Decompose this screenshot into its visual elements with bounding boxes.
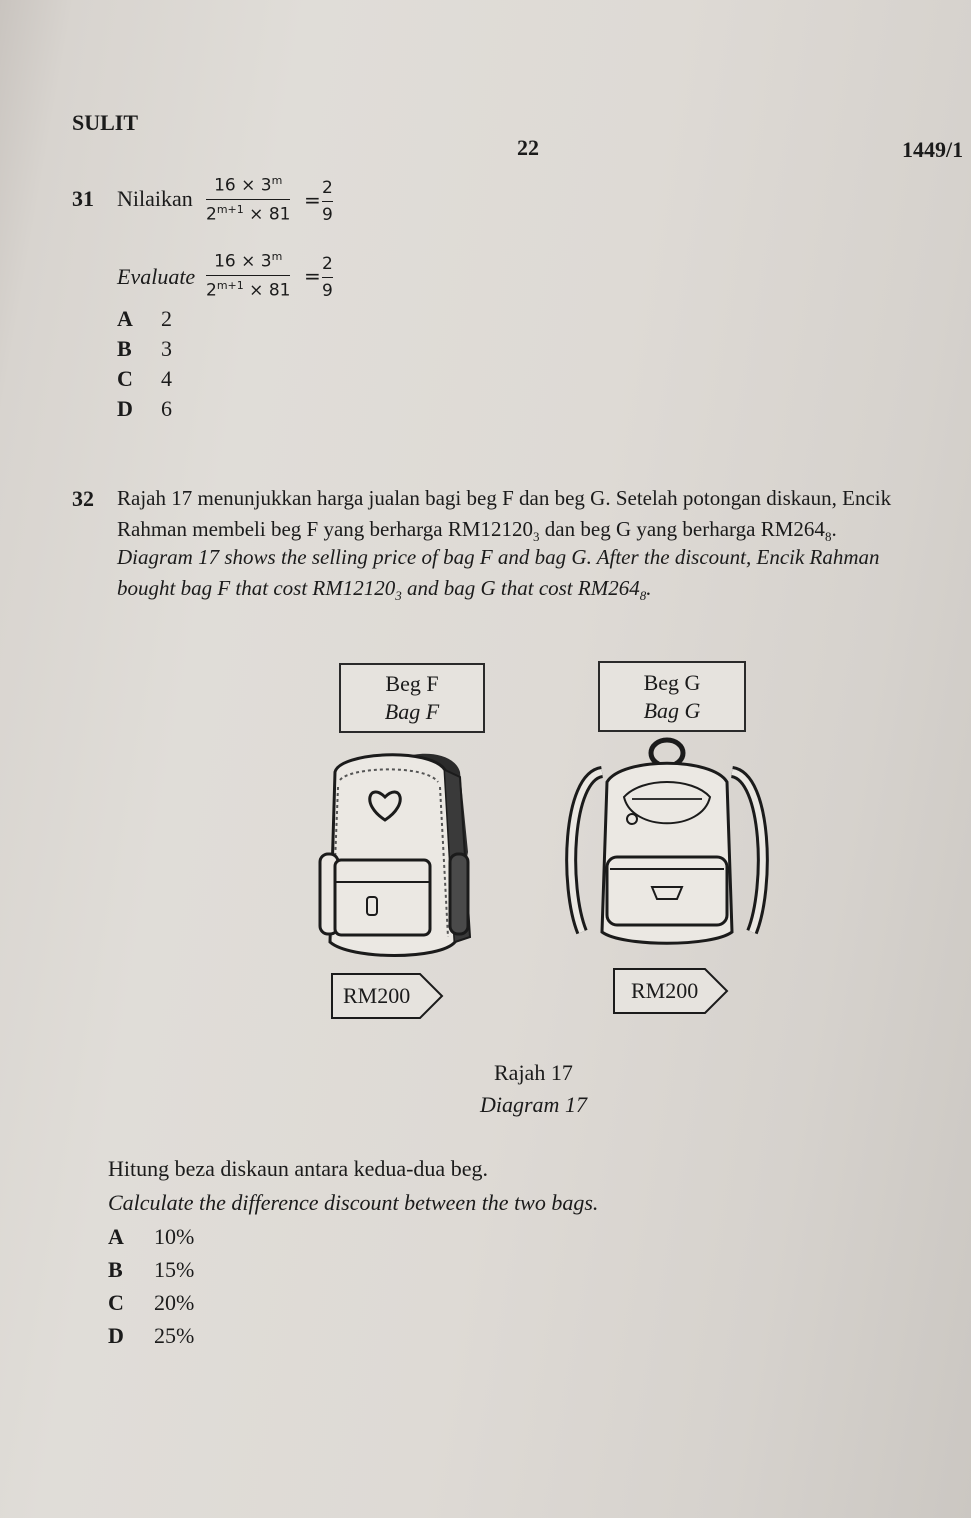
option-letter: B [117,336,132,361]
bag-g-english: Bag G [643,697,701,723]
option-text: 25% [154,1323,195,1348]
equals-sign: = [304,264,321,288]
bag-g-malay: Beg G [643,669,701,695]
option-text: 15% [154,1257,195,1282]
denominator-tail: × 81 [243,204,291,225]
q31-option-c[interactable] [117,366,172,392]
option-text: 10% [154,1224,195,1249]
bag-f-price: RM200 [343,983,411,1008]
base-subscript: 8 [639,588,647,604]
option-letter: A [117,306,133,331]
rhs-numerator: 2 [322,178,333,198]
bag-f-english: Bag F [384,699,440,724]
equals-sign: = [304,188,321,212]
header-sulit: SULIT [72,110,139,135]
q31-number: 31 [72,186,94,211]
q32-number: 32 [72,486,94,511]
backpack-f-icon [310,742,480,967]
text: . [831,517,837,541]
rhs-numerator: 2 [322,254,333,274]
base-subscript: 3 [395,588,402,604]
q32-option-d[interactable] [108,1323,194,1349]
q32-instruction-malay: Hitung beza diskaun antara kedua-dua beg. [108,1156,488,1181]
diagram-caption-english: Diagram 17 [480,1092,587,1117]
text: dan beg G yang berharga RM264 [539,517,825,541]
numerator: 16 × 3 [214,251,272,272]
bag-g-price: RM200 [631,978,699,1003]
text: bought bag F that cost RM12120 [117,576,396,600]
q31-rhs-english [322,254,333,301]
q31-malay-label: Nilaikan [117,186,193,211]
q32-english-line-2 [117,576,651,604]
denominator-base: 2 [206,280,217,301]
denominator-tail: × 81 [243,280,291,301]
option-letter: D [117,396,133,421]
bag-g-label-box [598,661,746,732]
q31-option-b[interactable] [117,336,172,362]
base-subscript: 3 [533,529,540,545]
q32-malay-line-2 [117,517,837,545]
text: . [646,576,652,600]
rhs-denominator: 9 [322,205,333,225]
option-letter: A [108,1224,124,1249]
option-text: 4 [161,366,172,391]
text: Rahman membeli beg F yang berharga RM12120 [117,517,534,541]
q32-option-a[interactable] [108,1224,194,1250]
bag-f-label-box [339,663,485,733]
q32-option-b[interactable] [108,1257,194,1283]
q31-option-d[interactable] [117,396,172,422]
option-letter: C [108,1290,124,1315]
q32-instruction-english: Calculate the difference discount between the two bags. [108,1190,599,1215]
option-text: 3 [161,336,172,361]
option-text: 20% [154,1290,195,1315]
q31-fraction-english [206,250,290,300]
q31-fraction-malay [206,174,290,224]
exponent: m [271,250,283,263]
exponent: m+1 [216,202,244,216]
q31-option-a[interactable] [117,306,172,332]
option-text: 2 [161,306,172,331]
option-letter: B [108,1257,123,1282]
bag-f-malay: Beg F [385,671,439,696]
q32-english-line-1: Diagram 17 shows the selling price of bag F and bag G. After the discount, Encik Rahman [117,545,880,569]
numerator: 16 × 3 [214,175,272,196]
q32-option-c[interactable] [108,1290,194,1316]
page-number: 22 [517,135,539,160]
option-text: 6 [161,396,172,421]
exponent: m+1 [216,278,244,292]
paper-code: 1449/1 [902,137,964,162]
q31-english-label: Evaluate [117,264,196,289]
option-letter: C [117,366,133,391]
rhs-denominator: 9 [322,281,333,301]
backpack-g-icon [562,737,772,962]
denominator-base: 2 [206,204,217,225]
option-letter: D [108,1323,124,1348]
text: and bag G that cost RM264 [401,576,640,600]
base-subscript: 8 [824,529,832,545]
q32-malay-line-1: Rajah 17 menunjukkan harga jualan bagi beg F dan beg G. Setelah potongan diskaun, Encik [117,486,892,510]
q31-rhs-malay [322,178,333,225]
diagram-caption-malay: Rajah 17 [494,1060,573,1085]
exponent: m [271,174,283,187]
